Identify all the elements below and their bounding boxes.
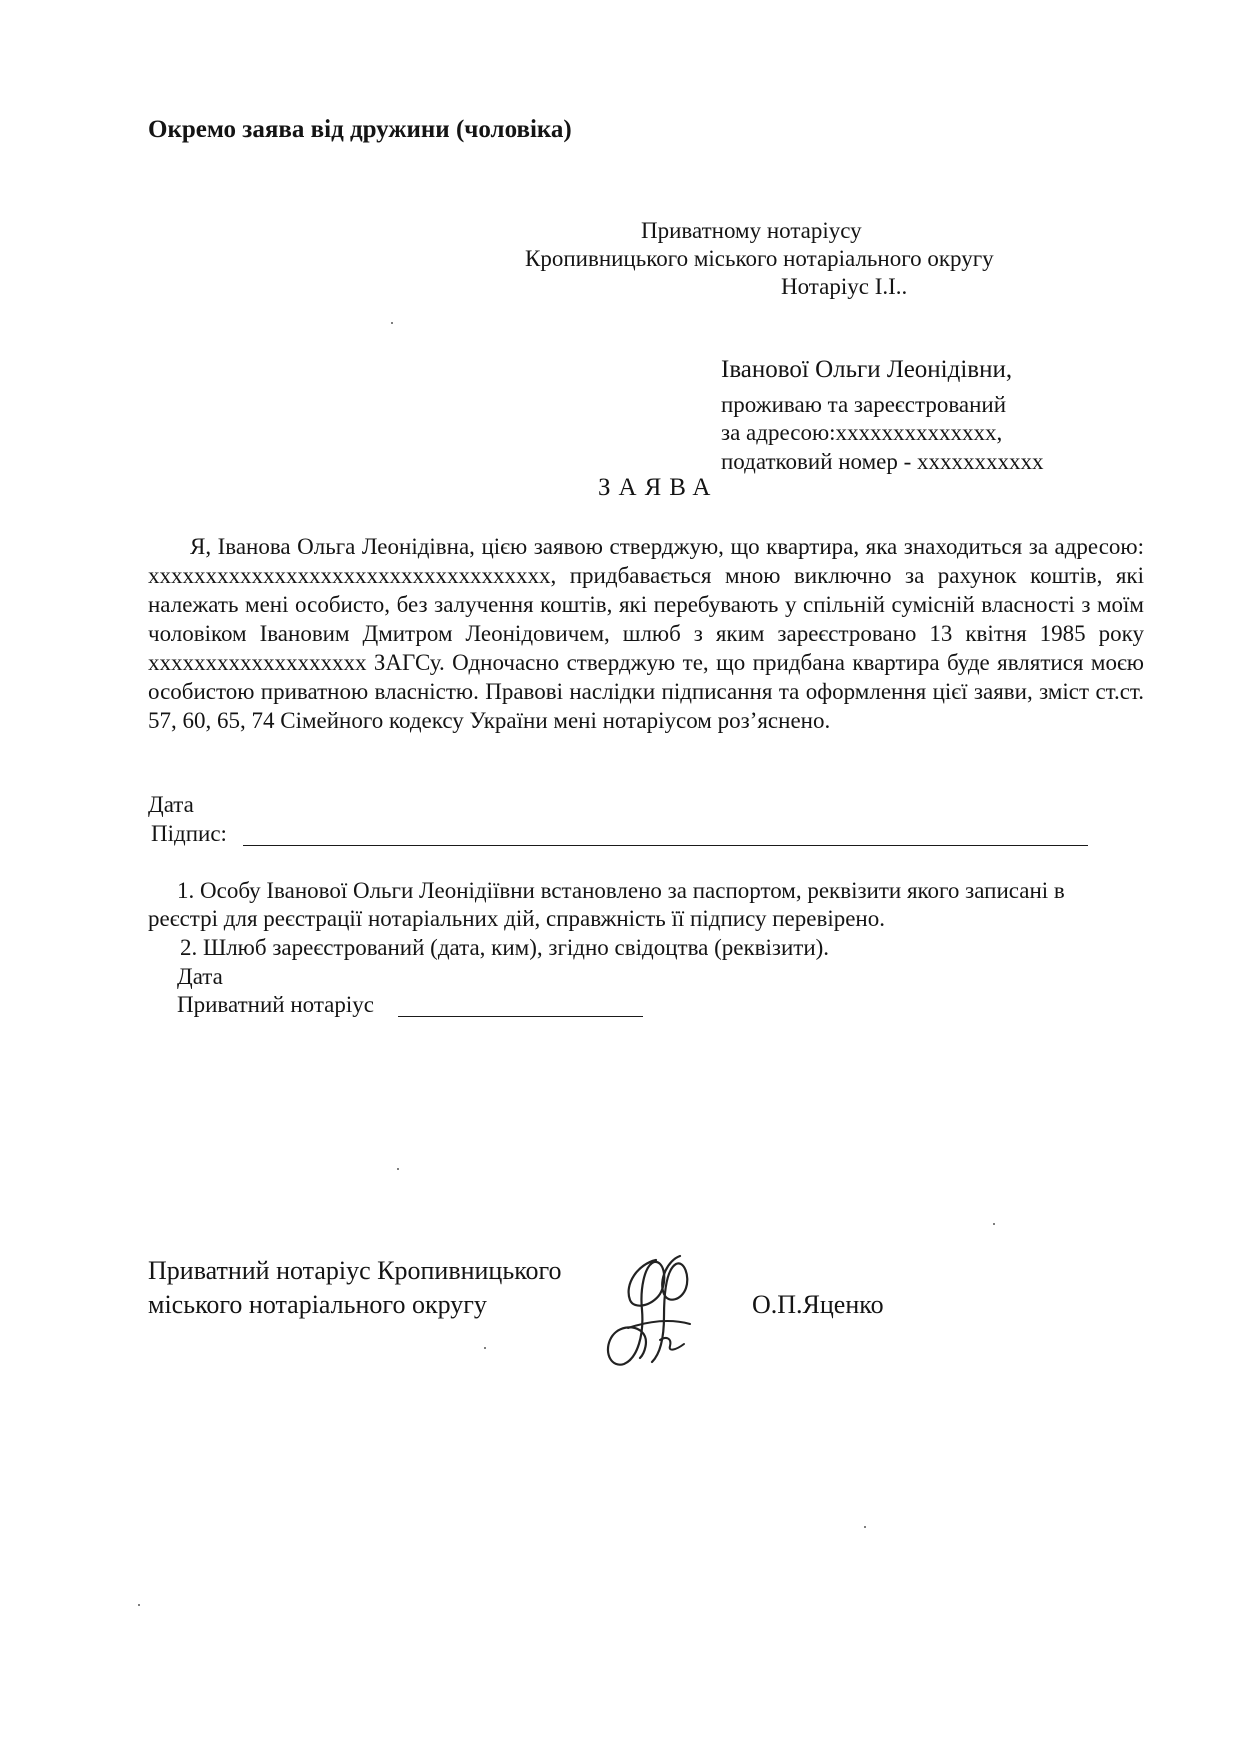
signature-line — [243, 845, 1088, 846]
scan-speck — [397, 1168, 399, 1170]
recipient-line-1: Приватному нотаріусу — [641, 218, 862, 243]
applicant-address: за адресою:xxxxxxxxxxxxxx, — [721, 420, 1003, 445]
notary-note-2: 2. Шлюб зареєстрований (дата, ким), згідно свідоцтва (реквізити). — [180, 935, 830, 960]
applicant-residence: проживаю та зареєстрований — [721, 392, 1007, 417]
signature-label: Підпис: — [151, 821, 227, 846]
applicant-name: Іванової Ольги Леонідівни, — [721, 356, 1013, 383]
date-label: Дата — [148, 792, 194, 817]
footer-notary-line-2: міського нотаріального округу — [148, 1290, 487, 1319]
scan-speck — [864, 1526, 866, 1528]
scan-speck — [484, 1347, 486, 1349]
notary-label: Приватний нотаріус — [177, 992, 374, 1017]
notary-date-label: Дата — [177, 964, 223, 989]
footer-notary-name: О.П.Яценко — [752, 1290, 884, 1319]
recipient-line-3: Нотаріус І.І.. — [781, 274, 908, 299]
handwritten-signature — [594, 1254, 704, 1374]
notary-note-1-line-2: реєстрі для реєстрації нотаріальних дій, справжність її підпису перевірено. — [148, 906, 885, 931]
applicant-tax-number: податковий номер - xxxxxxxxxxx — [721, 449, 1044, 474]
recipient-line-2: Кропивницького міського нотаріального округу — [525, 246, 994, 271]
notary-signature-line — [398, 1016, 643, 1017]
scan-speck — [138, 1604, 140, 1606]
footer-notary-line-1: Приватний нотаріус Кропивницького — [148, 1256, 562, 1285]
statement-heading: ЗАЯВА — [598, 474, 719, 501]
scan-speck — [391, 322, 393, 324]
notary-note-1-line-1: 1. Особу Іванової Ольги Леонідіївни встановлено за паспортом, реквізити якого записані в — [177, 878, 1065, 903]
scan-speck — [993, 1223, 995, 1225]
statement-body: Я, Іванова Ольга Леонідівна, цією заявою стверджую, що квартира, яка знаходиться за адресою: xxxxxxxxxxxxxxxxxxxxxxxxxxxxxxxxxxx, придбавається мною виключно за рахунок коштів, які належать мені особисто, без залучення коштів, які перебувають у спільній сумісній власності з моїм чоловіком Івановим Дмитром Леонідовичем, шлюб з яким зареєстровано 13 квітня 1985 року xxxxxxxxxxxxxxxxxxx ЗАГСу. Одночасно стверджую те, що придбана квартира буде являтися моєю особистою приватною власністю. Правові наслідки підписання та оформлення цієї заяви, зміст ст.ст. 57, 60, 65, 74 Сімейного кодексу України мені нотаріусом роз’яснено. — [148, 534, 1144, 733]
document-title: Окремо заява від дружини (чоловіка) — [148, 116, 572, 143]
